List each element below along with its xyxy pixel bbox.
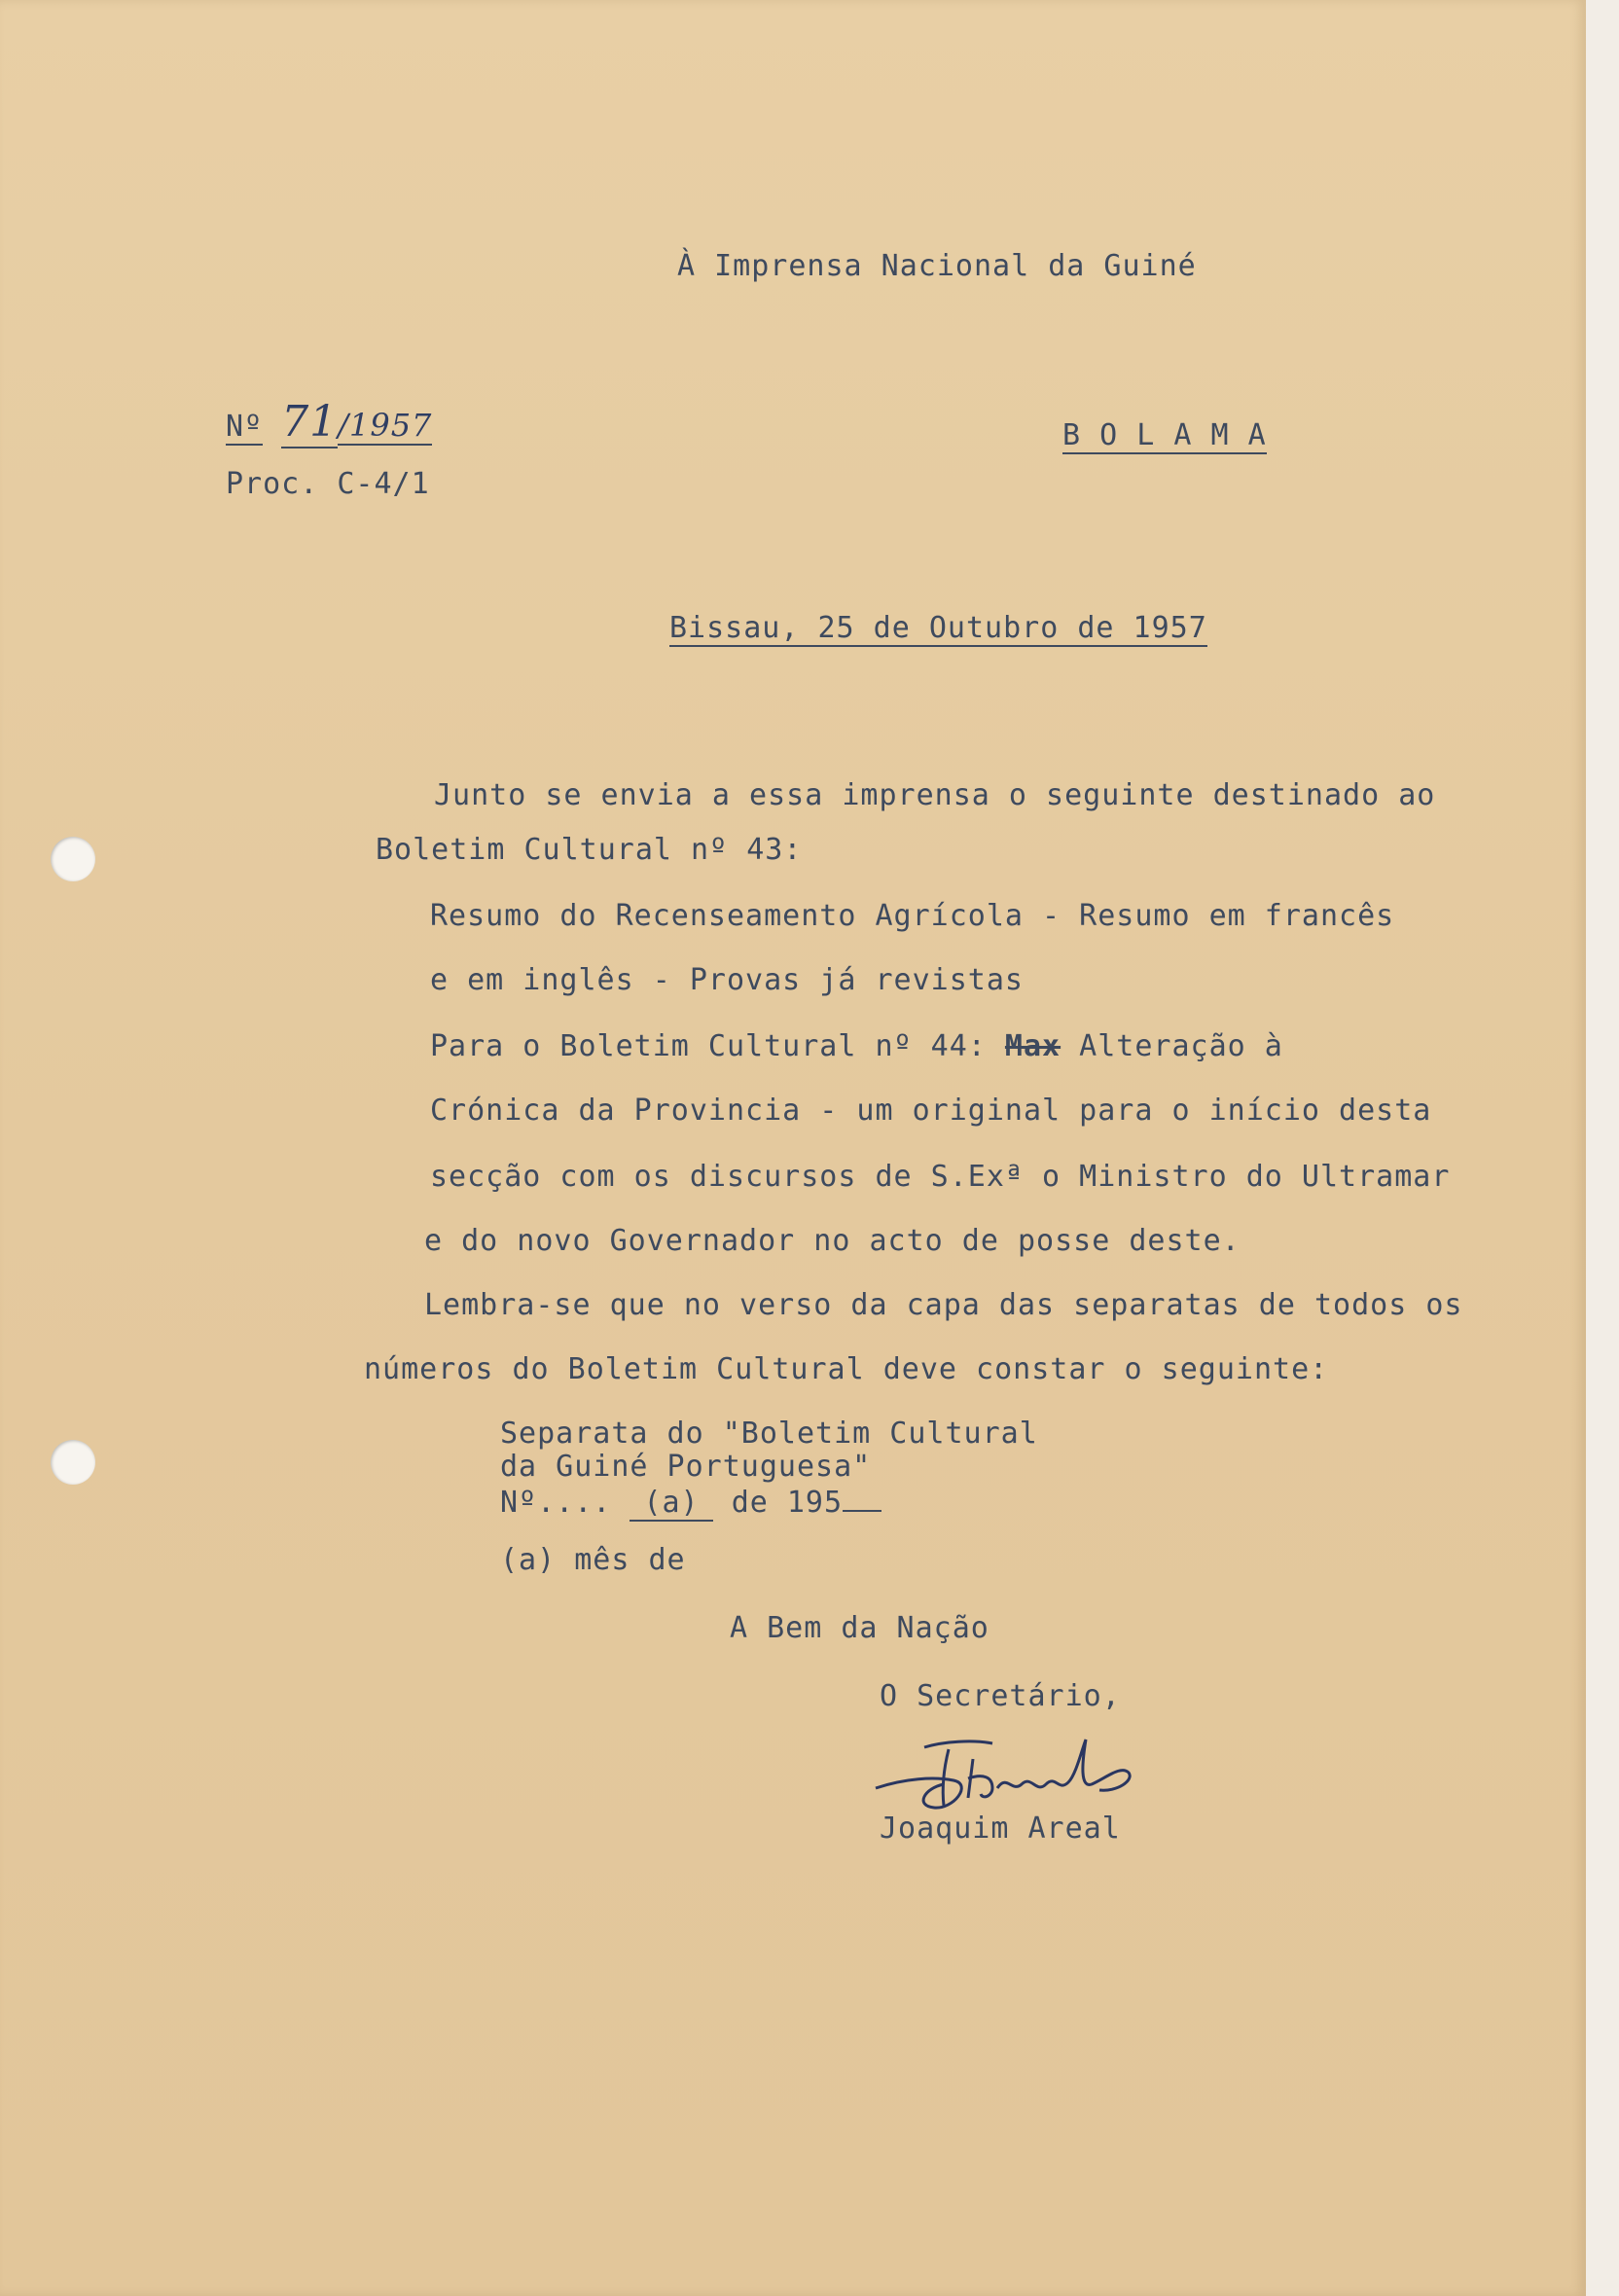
number-prefix: Nº xyxy=(226,410,264,444)
signatory-title: O Secretário, xyxy=(880,1679,1121,1713)
body-line-7: secção com os discursos de S.Exª o Ministro do Ultramar xyxy=(430,1160,1451,1194)
body-line-1: Junto se envia a essa imprensa o seguinte destinado ao xyxy=(434,778,1436,812)
body-line-3: Resumo do Recenseamento Agrícola - Resumo em francês xyxy=(430,899,1395,933)
separata-month-placeholder: (a) xyxy=(630,1486,712,1522)
salutation: A Bem da Nação xyxy=(730,1611,989,1645)
number-value: 71 xyxy=(281,397,339,447)
punch-hole-bottom xyxy=(51,1440,95,1485)
reference-number xyxy=(226,397,432,447)
body-line-10: números do Boletim Cultural deve constar o seguinte: xyxy=(364,1352,1329,1386)
year-blank xyxy=(843,1485,881,1512)
punch-hole-top xyxy=(51,837,95,881)
number-year: /1957 xyxy=(338,407,433,444)
body-line-8: e do novo Governador no acto de posse deste. xyxy=(424,1224,1241,1258)
recipient-line: À Imprensa Nacional da Guiné xyxy=(677,249,1197,283)
separata-line-1: Separata do "Boletim Cultural xyxy=(500,1417,1038,1451)
scan-background-edge xyxy=(1586,0,1619,2296)
separata-line-2: da Guiné Portuguesa" xyxy=(500,1450,872,1484)
body-line-5-start: Para o Boletim Cultural nº 44: xyxy=(430,1029,1005,1063)
separata-year: de 195 xyxy=(731,1486,844,1520)
signatory-name: Joaquim Areal xyxy=(880,1812,1121,1846)
proc-reference: Proc. C-4/1 xyxy=(226,467,430,501)
footnote: (a) mês de xyxy=(500,1543,686,1577)
body-line-9: Lembra-se que no verso da capa das separatas de todos os xyxy=(424,1288,1463,1322)
separata-number-prefix: Nº.... xyxy=(500,1486,612,1520)
body-line-5 xyxy=(430,1029,1283,1063)
city-heading: B O L A M A xyxy=(1062,418,1267,452)
letter-date: Bissau, 25 de Outubro de 1957 xyxy=(669,611,1207,645)
body-line-2: Boletim Cultural nº 43: xyxy=(376,833,803,867)
body-line-6: Crónica da Provincia - um original para o início desta xyxy=(430,1094,1432,1128)
separata-line-3 xyxy=(500,1485,881,1520)
struck-out-text: Max xyxy=(1004,1029,1061,1063)
body-line-5-end: Alteração à xyxy=(1079,1029,1283,1063)
body-line-4: e em inglês - Provas já revistas xyxy=(430,963,1024,997)
